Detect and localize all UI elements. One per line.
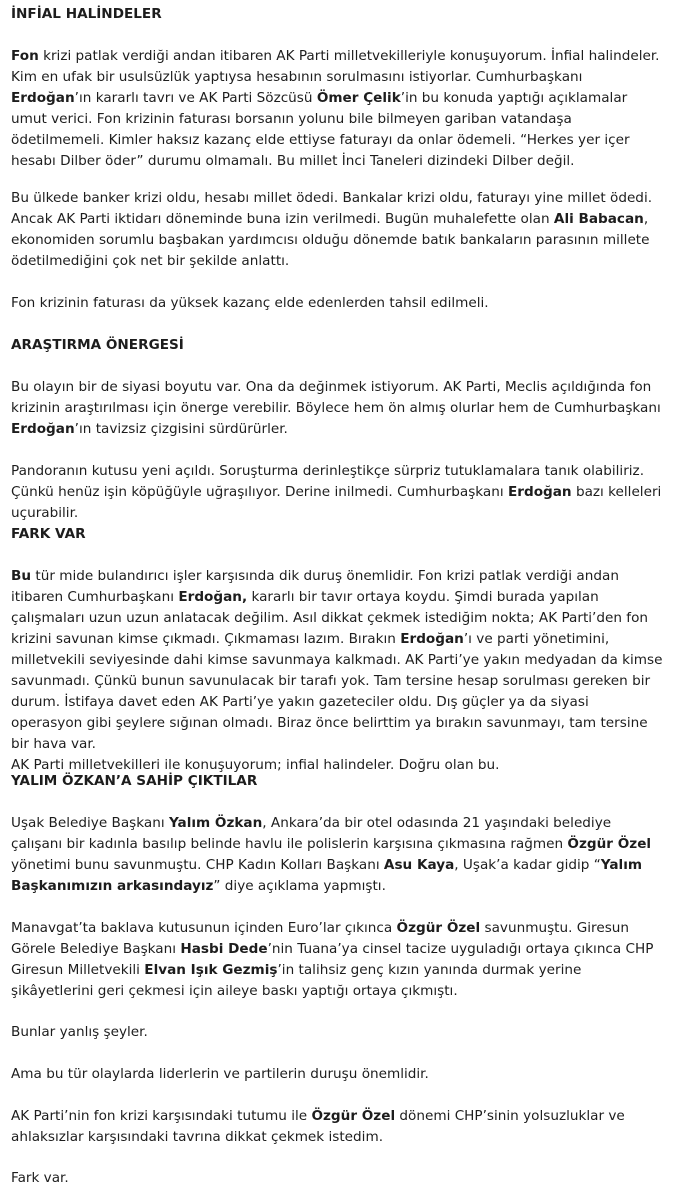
- text-run: , Ankara’da bir otel odasında 21 yaşındaki belediye çalışanı bir kadınla basılıp belinde havlu ile polislerin karşısına çıkmasına rağmen: [11, 815, 612, 852]
- bold-run: Asu Kaya: [383, 857, 455, 873]
- text-run: Fark var.: [11, 1170, 69, 1186]
- paragraph-1-1: [11, 46, 663, 172]
- bold-run: Yalım Başkanımızın arkasındayız: [11, 857, 643, 894]
- bold-run: Erdoğan: [11, 421, 75, 437]
- paragraph-4-3: [11, 1022, 663, 1043]
- bold-run: Yalım Özkan: [168, 815, 263, 831]
- bold-run: Özgür Özel: [396, 920, 481, 936]
- paragraph-1-2: [11, 188, 663, 272]
- text-run: Fon krizinin faturası da yüksek kazanç elde edenlerden tahsil edilmeli.: [11, 295, 489, 311]
- section-heading-yalim-ozkan: YALIM ÖZKAN’A SAHİP ÇIKTILAR: [11, 773, 258, 789]
- bold-run: Özgür Özel: [311, 1108, 396, 1124]
- bold-run: Hasbi Dede: [180, 941, 268, 957]
- bold-run: Elvan Işık Gezmiş: [144, 962, 278, 978]
- paragraph-2-1: [11, 377, 663, 440]
- text-run: , Uşak’a kadar gidip “: [454, 857, 601, 873]
- paragraph-4-5: [11, 1106, 663, 1148]
- text-run: Pandoranın kutusu yeni açıldı. Soruşturma derinleştikçe sürpriz tutuklamalara tanık olabiliriz. Çünkü henüz işin köpüğüyle uğraşılıyor. Derine inilmedi. Cumhurbaşkanı: [11, 463, 645, 500]
- text-run: Bunlar yanlış şeyler.: [11, 1024, 148, 1040]
- paragraph-3-1: [11, 566, 663, 776]
- text-run: AK Parti’nin fon krizi karşısındaki tutumu ile: [11, 1108, 312, 1124]
- text-run: ’in talihsiz genç kızın yanında durmak yerine şikâyetlerini geri çekmesi için aileye baskı yaptığı ortaya çıkmıştı.: [11, 962, 582, 999]
- text-run: ’nin Tuana’ya cinsel tacize uyguladığı ortaya çıkınca CHP Giresun Milletvekili: [11, 941, 654, 978]
- text-run: ” diye açıklama yapmıştı.: [213, 878, 386, 894]
- paragraph-4-6: [11, 1168, 663, 1189]
- text-run: tür mide bulandırıcı işler karşısında dik duruş önemlidir. Fon krizi patlak verdiği andan itibaren Cumhurbaşkanı: [11, 568, 619, 605]
- text-run: Ama bu tür olaylarda liderlerin ve partilerin duruşu önemlidir.: [11, 1066, 429, 1082]
- section-heading-arastirma-onergesi: ARAŞTIRMA ÖNERGESİ: [11, 337, 184, 353]
- text-run: ’ın tavizsiz çizgisini sürdürürler.: [74, 421, 288, 437]
- bold-run: Özgür Özel: [567, 836, 652, 852]
- text-run: ’ın kararlı tavrı ve AK Parti Sözcüsü: [74, 90, 317, 106]
- bold-run: Erdoğan: [11, 90, 75, 106]
- paragraph-4-4: [11, 1064, 663, 1085]
- text-run: ’in bu konuda yaptığı açıklamalar umut verici. Fon krizinin faturası borsanın yolunu bile bilmeyen gariban vatandaşa ödetilmemeli. Kimler haksız kazanç elde ettiyse faturayı da onlar ödemeli. “Herkes yer içer hesabı Dilber öder” durumu olmamalı. Bu millet İnci Taneleri dizindeki Dilber değil.: [11, 90, 630, 169]
- text-run: , ekonomiden sorumlu başbakan yardımcısı olduğu dönemde batık bankaların parasının millete ödetilmediğini çok net bir şekilde anlattı.: [11, 211, 650, 269]
- paragraph-4-1: [11, 813, 663, 897]
- section-heading-fark-var: FARK VAR: [11, 526, 86, 542]
- bold-run: Erdoğan: [400, 631, 464, 647]
- text-run: krizi patlak verdiği andan itibaren AK Parti milletvekilleriyle konuşuyorum. İnfial halindeler. Kim en ufak bir usulsüzlük yaptıysa hesabının sorulmasını istiyorlar. Cumhurbaşkanı: [11, 48, 660, 85]
- text-run: Bu olayın bir de siyasi boyutu var. Ona da değinmek istiyorum. AK Parti, Meclis açıldığında fon krizinin araştırılması için önerge verebilir. Böylece hem ön almış olurlar hem de Cumhurbaşkanı: [11, 379, 661, 416]
- bold-run: Erdoğan: [507, 484, 572, 500]
- bold-run: Ali Babacan: [553, 211, 644, 227]
- paragraph-1-3: [11, 293, 663, 314]
- text-run: bazı kelleleri uçurabilir.: [11, 484, 662, 521]
- paragraph-2-2: [11, 461, 663, 524]
- text-run: Uşak Belediye Başkanı: [11, 815, 169, 831]
- text-run: yönetimi bunu savunmuştu. CHP Kadın Kolları Başkanı: [11, 857, 384, 873]
- paragraph-4-2: [11, 918, 663, 1002]
- text-run: Manavgat’ta baklava kutusunun içinden Euro’lar çıkınca: [11, 920, 397, 936]
- text-run: Bu ülkede banker krizi oldu, hesabı millet ödedi. Bankalar krizi oldu, faturayı yine millet ödedi. Ancak AK Parti iktidarı döneminde buna izin verilmedi. Bugün muhalefette olan: [11, 190, 653, 227]
- text-run: kararlı bir tavır ortaya koydu. Şimdi burada yapılan çalışmaları uzun uzun anlatacak değilim. Asıl dikkat çekmek istediğim nokta; AK Parti’den fon krizini savunan kimse çıkmadı. Çıkmaması lazım. Bırakın: [11, 589, 649, 647]
- text-run: ’ı ve parti yönetimini, milletvekili seviyesinde dahi kimse savunmaya kalkmadı. AK Parti’ye yakın medyadan da kimse savunmadı. Çünkü bunun savunulacak bir tarafı yok. Tam tersine hesap sorulması gereken bir durum. İstifaya davet eden AK Parti’ye yakın gazeteciler oldu. Dış güçler ya da siyasi operasyon gibi şeylere sığınan olmadı. Biraz önce belirttim ya bırakın savunmayı, tam tersine bir hava var. AK Parti milletvekilleri ile konuşuyorum; infial halindeler. Doğru olan bu.: [11, 631, 663, 773]
- bold-run: Ömer Çelik: [316, 90, 401, 106]
- bold-run: Fon: [11, 48, 39, 64]
- bold-run: Erdoğan,: [178, 589, 248, 605]
- bold-run: Bu: [11, 568, 32, 584]
- section-heading-infial-halindeler: İNFİAL HALİNDELER: [11, 6, 162, 22]
- text-run: dönemi CHP’sinin yolsuzluklar ve ahlaksızlar karşısındaki tavrına dikkat çekmek istedim.: [11, 1108, 625, 1145]
- text-run: savunmuştu. Giresun Görele Belediye Başkanı: [11, 920, 630, 957]
